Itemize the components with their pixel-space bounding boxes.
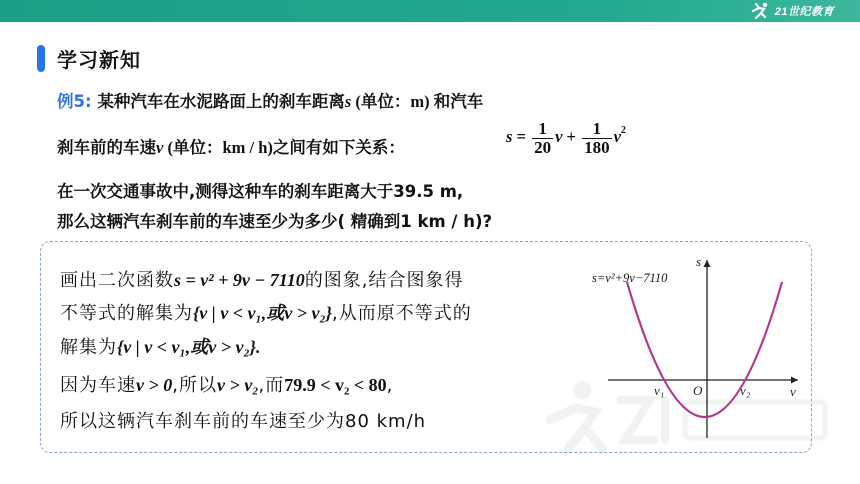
origin-label: O xyxy=(693,383,703,398)
sol-math-4b: v > v₂ xyxy=(216,375,259,395)
example-line-4: 那么这辆汽车刹车前的车速至少为多少( 精确到1 km / h)? xyxy=(57,212,493,231)
sol-set-2: {v | v < v₁,或v > v₂} xyxy=(193,303,333,323)
example-text-1b: (单位：m) 和汽车 xyxy=(351,92,484,111)
sol-math-4a: v > 0 xyxy=(136,375,173,395)
example-text-2b: (单位：km / h)之间有如下关系： xyxy=(163,138,405,157)
sol-text-4d: , xyxy=(386,375,394,396)
formula-s: s xyxy=(506,127,513,147)
formula-v2: v xyxy=(613,127,621,147)
runner-logo-icon xyxy=(750,2,772,20)
frac1-den: 20 xyxy=(534,137,552,157)
solution-line-5: 所以这辆汽车刹车前的车速至少为80 km/h xyxy=(60,411,427,432)
sol-text-4a: 因为车速 xyxy=(60,375,136,396)
y-axis-label: s xyxy=(696,254,702,269)
logo-text: 21世纪教育 xyxy=(774,6,834,18)
brand-logo xyxy=(750,1,834,21)
y-axis-arrow xyxy=(704,260,711,267)
example-text-2a: 刹车前的车速 xyxy=(57,138,156,157)
sol-text-3a: 解集为 xyxy=(60,337,117,358)
sol-text-2b: ,从而原不等式的 xyxy=(332,303,472,324)
equation-label: s=v²+9v−7110 xyxy=(592,271,668,285)
frac1-num: 1 xyxy=(532,120,553,139)
var-v: v xyxy=(156,138,164,157)
sol-math-4c: 79.9 < v₂ < 80 xyxy=(284,375,387,395)
sol-set-3: {v | v < v₁,或v > v₂}. xyxy=(117,337,261,357)
root2-label: v₂ xyxy=(740,383,751,398)
formula-v: v xyxy=(555,127,563,147)
formula-plus: + xyxy=(562,127,581,147)
root1-label: v₁ xyxy=(654,383,665,398)
example-line-1: 例5: 某种汽车在水泥路面上的刹车距离s (单位：m) 和汽车 xyxy=(57,92,484,111)
sol-text-4c: ,而 xyxy=(258,375,285,396)
x-axis-arrow xyxy=(791,377,798,384)
frac2-num: 1 xyxy=(582,120,612,139)
solution-line-1 xyxy=(60,266,464,292)
var-s: s xyxy=(344,92,352,111)
solution-line-3 xyxy=(60,333,261,359)
sol-text-2a: 不等式的解集为 xyxy=(60,303,193,324)
solution-line-4 xyxy=(60,371,393,397)
parabola-graph xyxy=(590,252,805,442)
sol-formula-1: s = v² + 9v − 7110 xyxy=(174,270,305,290)
solution-line-2 xyxy=(60,299,472,325)
formula-eq: = xyxy=(512,127,531,147)
example-text-1a: 某种汽车在水泥路面上的刹车距离 xyxy=(97,92,345,111)
parabola-curve xyxy=(627,282,782,417)
frac2-den: 180 xyxy=(584,137,610,157)
title-accent-bar xyxy=(37,45,45,72)
formula-exponent: 2 xyxy=(620,125,626,137)
top-banner xyxy=(0,0,860,22)
sol-text-1a: 画出二次函数 xyxy=(60,270,174,291)
section-title: 学习新知 xyxy=(57,48,141,72)
x-axis-label: v xyxy=(790,384,796,399)
fraction-1-20 xyxy=(532,120,553,157)
fraction-1-180 xyxy=(582,120,612,157)
example-line-2 xyxy=(57,134,405,158)
relation-formula xyxy=(506,120,626,157)
sol-text-4b: ,所以 xyxy=(172,375,217,396)
example-label: 例5 xyxy=(57,92,85,111)
example-line-3: 在一次交通事故中,测得这种车的刹车距离大于39.5 m, xyxy=(57,182,464,201)
sol-text-1b: 的图象,结合图象得 xyxy=(304,270,464,291)
